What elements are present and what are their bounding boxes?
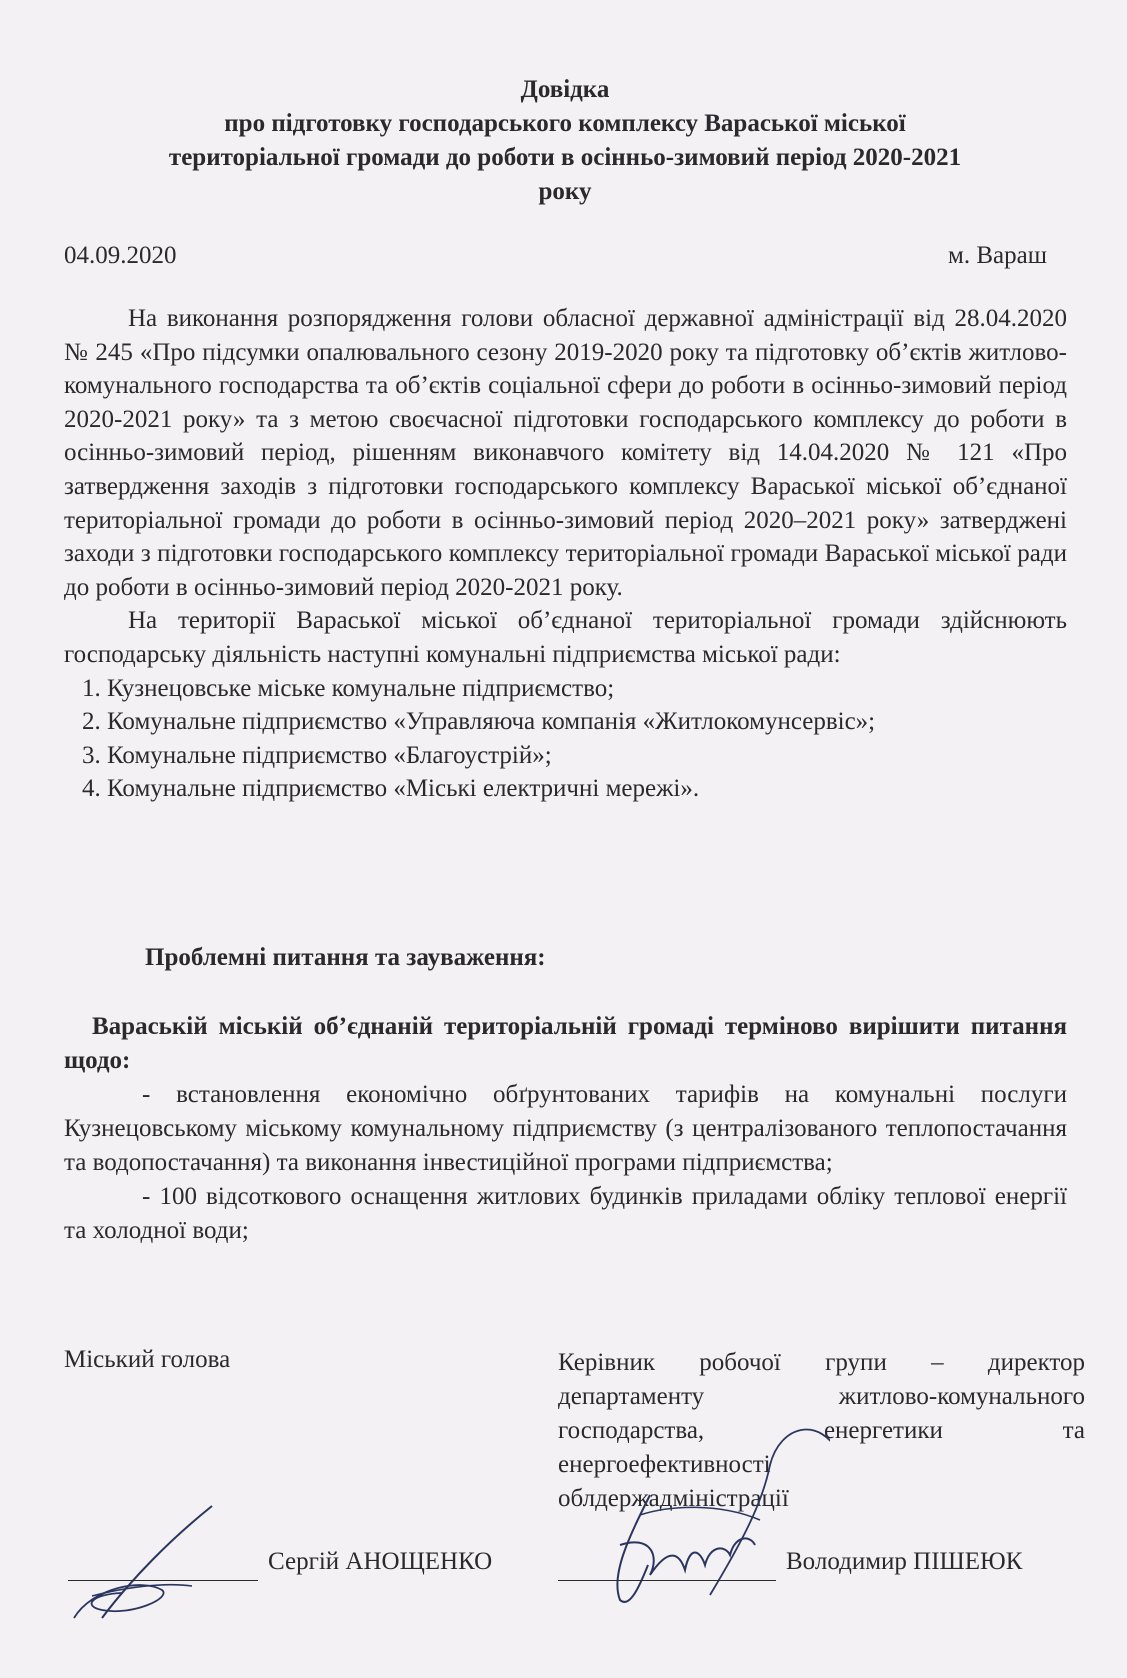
signatory-title-line: енергоефективності (558, 1451, 771, 1478)
paragraph-intro: На виконання розпорядження голови обласної державної адміністрації від 28.04.2020 № 245 «Про підсумки опалювального сезону 2019-2020 року та підготовку об’єктів житлово-комунального господарства та об’єктів соціальної сфери до роботи в осінньо-зимовий період 2020-2021 року» та з метою своєчасної підготовки господарського комплексу до роботи в осінньо-зимовий період, рішенням виконавчого комітету від 14.04.2020 № 121 «Про затвердження заходів з підготовки господарського комплексу Вараської міської об’єднаної територіальної громади до роботи в осінньо-зимовий період 2020–2021 року» затверджені заходи з підготовки господарського комплексу територіальної громади Вараської міської ради до роботи в осінньо-зимовий період 2020-2021 року. (64, 305, 1067, 601)
title-line: про підготовку господарського комплексу Вараської міської (224, 110, 906, 137)
section-heading: Проблемні питання та зауваження: (145, 944, 546, 971)
signature-line-left (68, 1580, 258, 1581)
signatory-left-title: Міський голова (64, 1346, 231, 1373)
signature-line-right (558, 1580, 776, 1581)
signature-right-image (590, 1395, 830, 1610)
signatory-left-name: Сергій АНОЩЕНКО (268, 1548, 493, 1575)
list-item: 1. Кузнецовське міське комунальне підприємство; (82, 674, 615, 702)
signature-left-image (62, 1498, 222, 1628)
signatory-right-name: Володимир ПІШЕЮК (786, 1548, 1023, 1575)
list-item: 3. Комунальне підприємство «Благоустрій»; (82, 741, 552, 769)
signatory-title-line: господарства, енергетики та (558, 1417, 1085, 1444)
document-date: 04.09.2020 (64, 242, 177, 269)
enterprise-list (64, 672, 1067, 806)
document-city: м. Вараш (948, 242, 1047, 269)
document-title (60, 73, 1070, 209)
signatory-title-line: облдержадміністрації (558, 1485, 789, 1512)
signatory-title-line: Керівник робочої групи – директор (558, 1349, 1085, 1376)
document-body (64, 302, 1067, 806)
demand-item: - 100 відсоткового оснащення житлових будинків приладами обліку теплової енергії та холодної води; (64, 1183, 1067, 1244)
demand-lead: Вараській міській об’єднаній територіальній громаді терміново вирішити питання щодо: (64, 1013, 1067, 1074)
list-item: 4. Комунальне підприємство «Міські електричні мережі». (82, 775, 700, 803)
paragraph-enterprises: На території Вараської міської об’єднаної територіальної громади здійснюють господарську діяльність наступні комунальні підприємства міської ради: (64, 607, 1067, 668)
title-line: Довідка (520, 76, 610, 103)
demand-item: - встановлення економічно обґрунтованих тарифів на комунальні послуги Кузнецовському міському комунальному підприємству (з централізованого теплопостачання та водопостачання) та виконання інвестиційної програми підприємства; (64, 1081, 1067, 1176)
list-item: 2. Комунальне підприємство «Управляюча компанія «Житлокомунсервіс»; (82, 708, 876, 736)
demand-block (64, 1010, 1067, 1248)
title-line: року (538, 178, 592, 205)
title-line: територіальної громади до роботи в осінньо-зимовий період 2020-2021 (168, 144, 962, 171)
signatory-title-line: департаменту житлово-комунального (558, 1383, 1085, 1410)
